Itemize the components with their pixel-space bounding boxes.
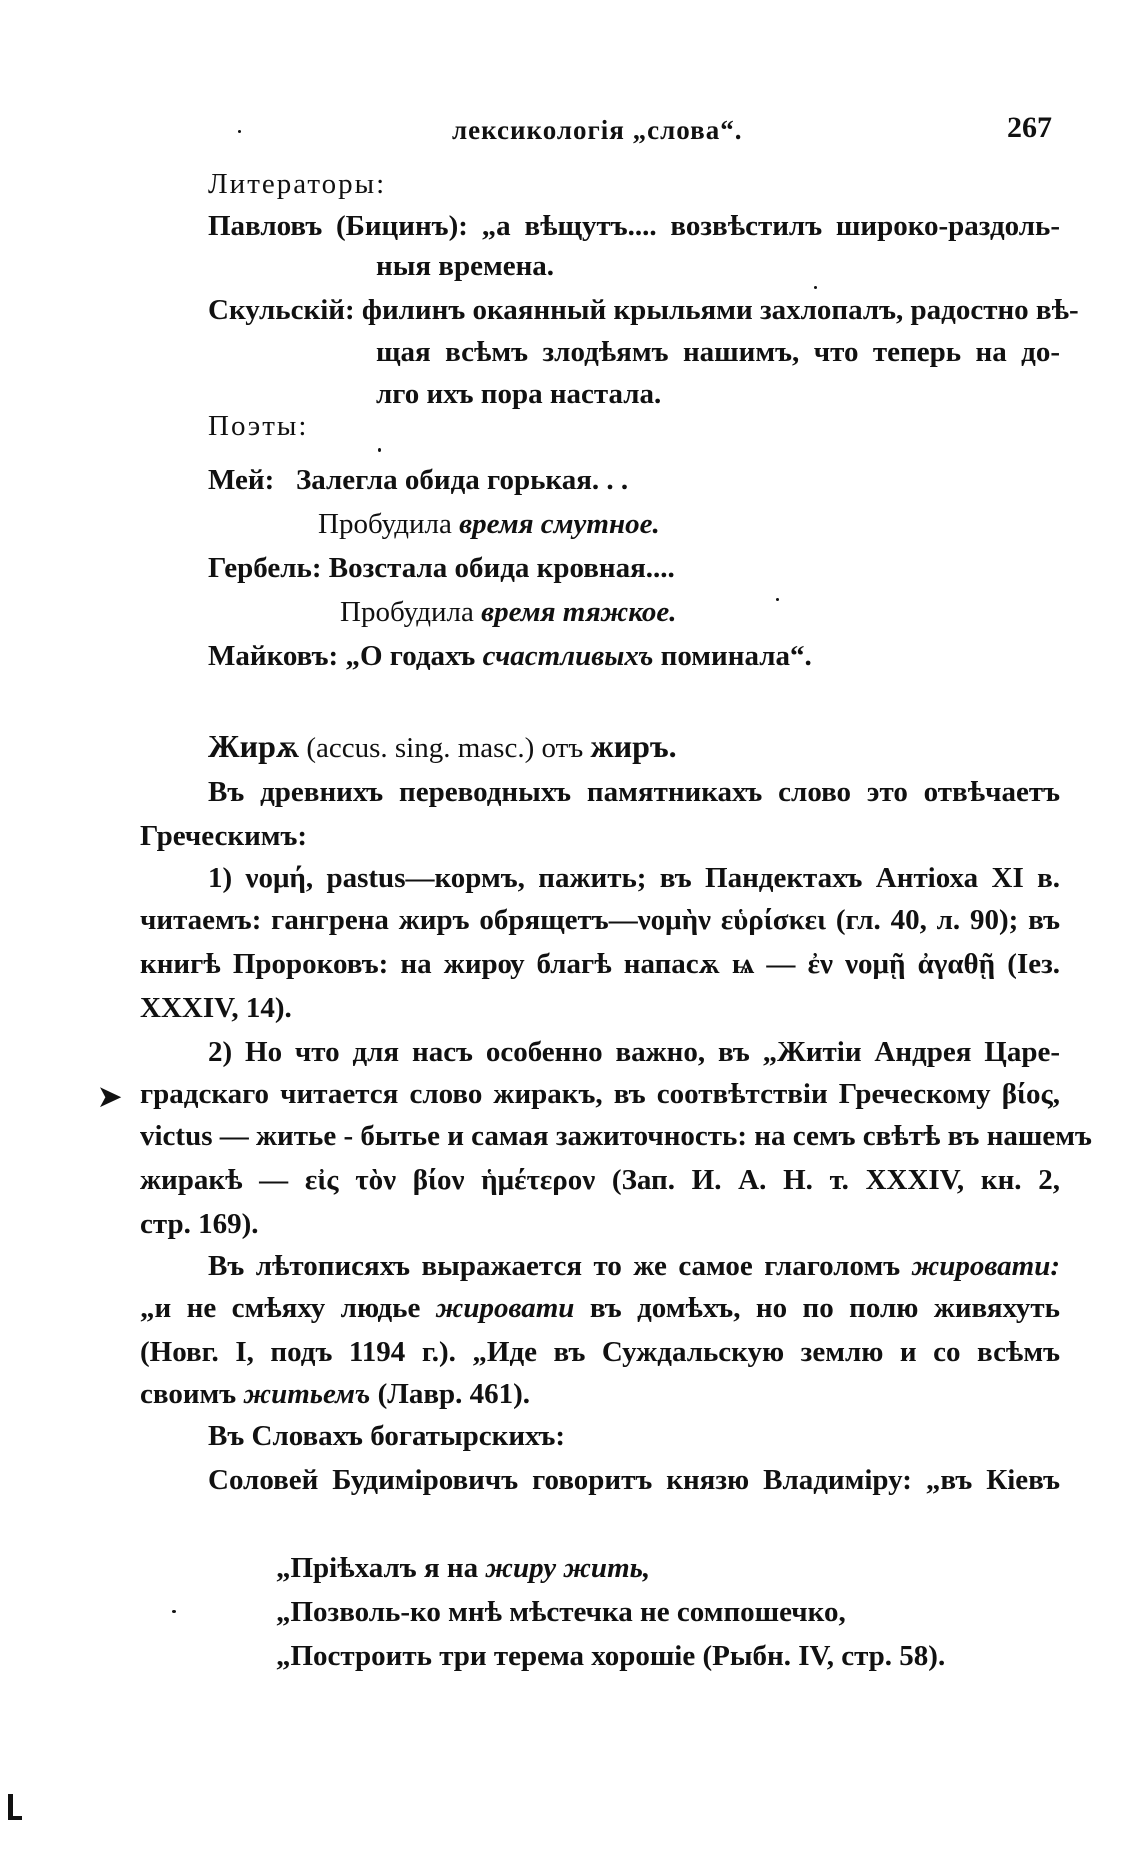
mey-line-2-text: Пробудила [318, 508, 460, 540]
speck-5 [172, 1610, 176, 1613]
verse-line-1-text: „Пріѣхалъ я на [276, 1552, 486, 1584]
para3-line-4 [140, 1376, 530, 1412]
para1-line-1: 1) νομή, pastus—кормъ, пажить; въ Пандектахъ Антіоха XI в. [208, 862, 1060, 894]
skulsky-line-3: лго ихъ пора настала. [376, 378, 662, 410]
para2-line-1: 2) Но что для насъ особенно важно, въ „Житіи Андрея Царе- [208, 1036, 1060, 1068]
page-number: 267 [1007, 111, 1052, 144]
margin-arrow-mark: ➤ [98, 1082, 122, 1113]
mey-line-1: Мей: Залегла обида горькая. . . [208, 464, 629, 496]
entry-headword-base: жиръ. [590, 728, 677, 764]
para3-line-4-end: (Лавр. 461). [370, 1378, 531, 1410]
verse-line-3: „Построить три терема хорошіе (Рыбн. IV, стр. 58). [276, 1640, 946, 1672]
para3-line-2-end: въ домѣхъ, но по полю живяхуть [574, 1292, 1060, 1324]
para3-line-1-italic: жировати: [911, 1250, 1060, 1282]
pavlov-line-1: Павловъ (Бицинъ): „а вѣщутъ.... возвѣстилъ широко-раздоль- [208, 210, 1060, 242]
para3-line-2-text: „и не смѣяху людье [140, 1292, 436, 1324]
entry-headword-line [208, 728, 677, 766]
para3-line-1 [208, 1248, 1060, 1284]
para2-line-2: градскаго читается слово жиракъ, въ соотвѣтствіи Греческому βίος, [140, 1078, 1060, 1110]
skulsky-line-1: Скульскій: филинъ окаянный крыльями захлопалъ, радостно вѣ- [208, 294, 1079, 326]
para2-line-4: жиракѣ — εἰς τὸν βίον ἡμέτερον (Зап. И. А. Н. т. XXXIV, кн. 2, [140, 1164, 1060, 1196]
verse-line-1 [276, 1550, 650, 1586]
speck-1 [238, 130, 241, 133]
scan-edge-foot [8, 1816, 22, 1820]
para1-line-3: книгѣ Пророковъ: на жирѹ благѣ напасѫ ѩ — ἐν νομῇ ἀγαθῇ (Іез. [140, 948, 1060, 980]
maykov-line-italic: счастливыхъ [482, 640, 654, 672]
para2-line-3: victus — житье - бытье и самая зажиточность: на семъ свѣтѣ въ нашемъ [140, 1120, 1092, 1152]
maykov-line-end: поминала“. [653, 640, 812, 672]
para3-line-3: (Новг. I, подъ 1194 г.). „Иде въ Суждальскую землю и со всѣмъ [140, 1336, 1060, 1368]
para1-line-2: читаемъ: гангрена жиръ обрящетъ—νομὴν εὑρίσκει (гл. 40, л. 90); въ [140, 904, 1060, 936]
para1-line-4: XXXIV, 14). [140, 992, 292, 1024]
gerbel-line-2-text: Пробудила [340, 596, 482, 628]
entry-headword: Жирѫ [208, 728, 300, 764]
maykov-line-text: Майковъ: „О годахъ [208, 640, 483, 672]
para3-line-4-text: своимъ [140, 1378, 244, 1410]
verse-line-2: „Позволь-ко мнѣ мѣстечка не сомпошечко, [276, 1596, 846, 1628]
para3-line-2 [140, 1290, 1060, 1326]
para3-line-2-italic: жировати [435, 1292, 575, 1324]
para3-line-1-text: Въ лѣтописяхъ выражается то же самое глаголомъ [208, 1250, 912, 1282]
literators-label: Литераторы: [208, 168, 387, 200]
intro-line-2: Греческимъ: [140, 820, 308, 852]
maykov-line [208, 638, 812, 674]
verse-line-1-italic: жиру жить, [485, 1552, 651, 1584]
para5-line: Соловей Будиміровичъ говоритъ князю Владиміру: „въ Кіевъ [208, 1464, 1060, 1496]
poets-label: Поэты: [208, 410, 309, 442]
entry-headword-note: (accus. sing. masc.) отъ [299, 732, 591, 764]
running-title: лексикологія „слова“. [452, 115, 743, 145]
para4-line: Въ Словахъ богатырскихъ: [208, 1420, 566, 1452]
gerbel-line-2-italic: время тяжкое. [481, 596, 677, 628]
para3-line-4-italic: житьемъ [243, 1378, 371, 1410]
pavlov-line-2: ныя времена. [376, 250, 555, 282]
skulsky-line-2: щая всѣмъ злодѣямъ нашимъ, что теперь на до- [376, 336, 1060, 368]
mey-line-2-italic: время смутное. [459, 508, 660, 540]
mey-line-2 [318, 506, 660, 542]
para2-line-5: стр. 169). [140, 1208, 259, 1240]
speck-2 [378, 448, 381, 452]
gerbel-line-1: Гербель: Возстала обида кровная.... [208, 552, 675, 584]
speck-4 [776, 598, 779, 601]
intro-line-1: Въ древнихъ переводныхъ памятникахъ слово это отвѣчаетъ [208, 776, 1060, 808]
speck-3 [814, 286, 817, 289]
gerbel-line-2 [340, 594, 676, 630]
